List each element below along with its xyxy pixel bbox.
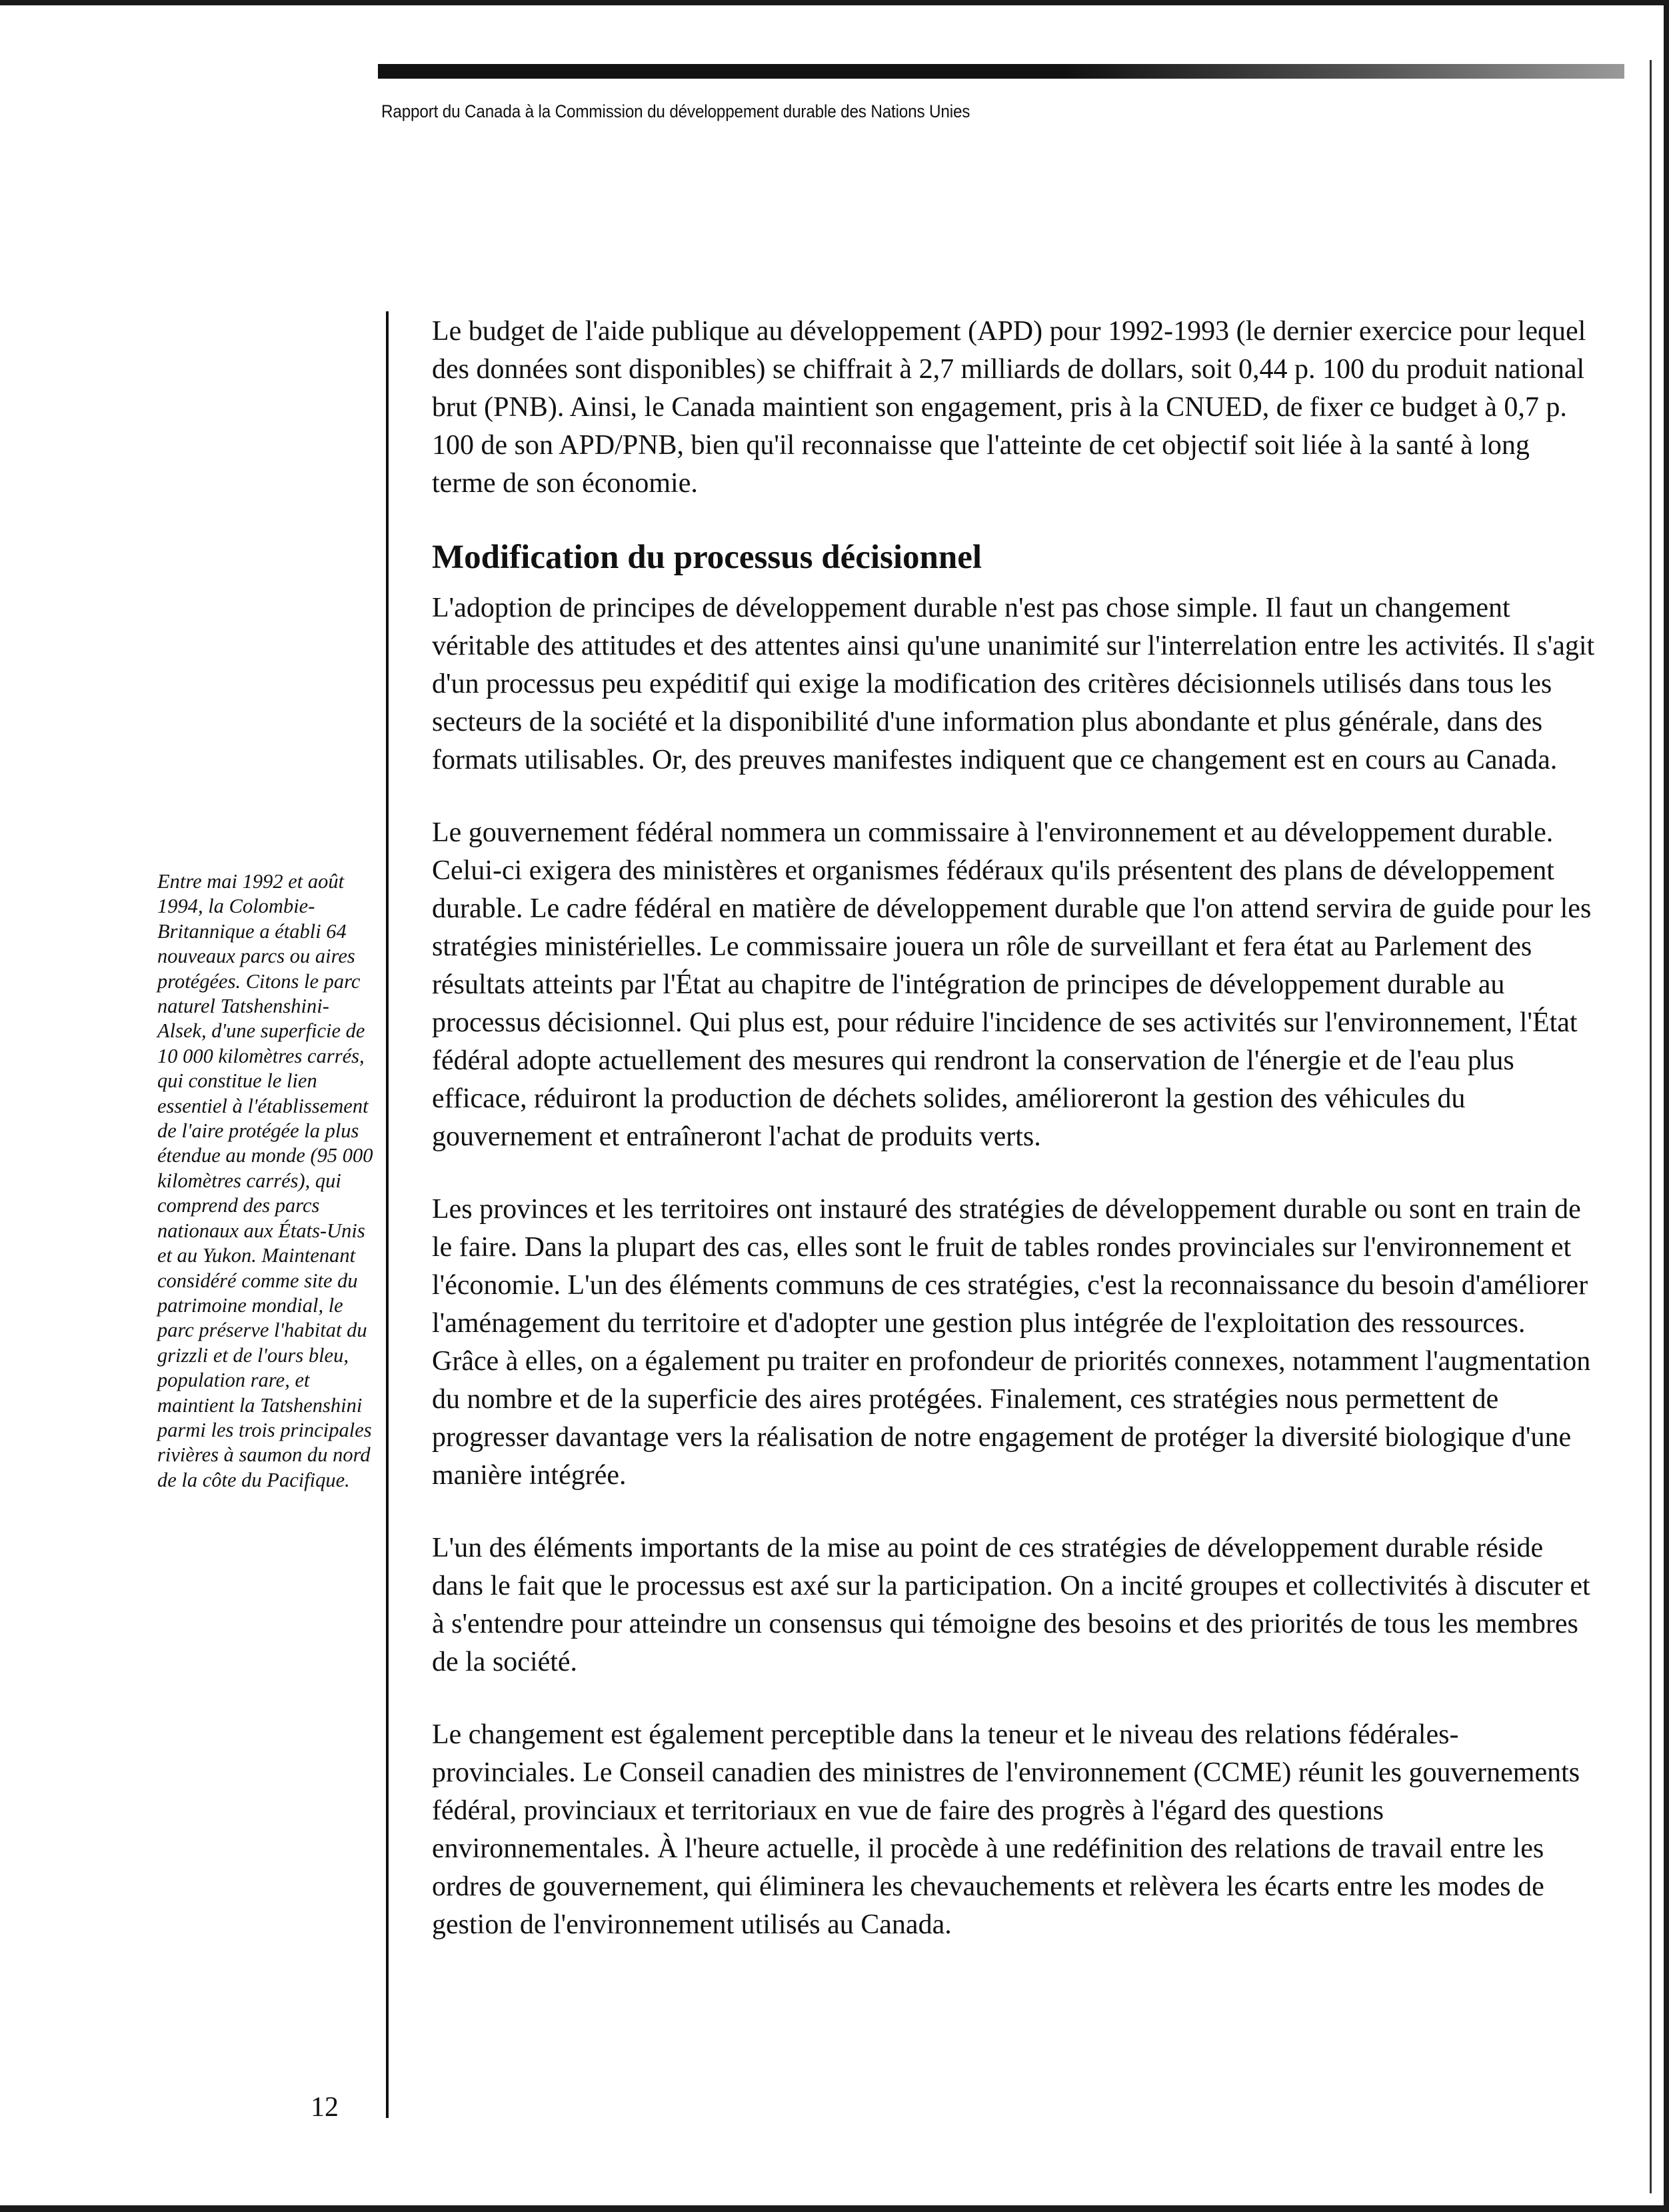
body-paragraph: Le gouvernement fédéral nommera un commissaire à l'environnement et au développement durable. Celui-ci exigera des ministères et organismes fédéraux qu'ils présentent des plans de développement durable. Le cadre fédéral en matière de développement durable que l'on attend servira de guide pour les stratégies ministérielles. Le commissaire jouera un rôle de surveillant et fera état au Parlement des résultats atteints par l'État au chapitre de l'intégration de principes de développement durable au processus décisionnel. Qui plus est, pour réduire l'incidence de ses activités sur l'environnement, l'État fédéral adopte actuellement des mesures qui rendront la conservation de l'énergie et de l'eau plus efficace, réduiront la production de déchets solides, amélioreront la gestion des véhicules du gouvernement et entraîneront l'achat de produits verts.	[432, 817, 1592, 1152]
header-rule	[378, 64, 1624, 79]
main-content	[432, 313, 1595, 1979]
page-number: 12	[311, 2092, 339, 2123]
body-paragraph: L'un des éléments importants de la mise au point de ces stratégies de développement durable réside dans le fait que le processus est axé sur la participation. On a incité groupes et collectivités à discuter et à s'entendre pour atteindre un consensus qui témoigne des besoins et des priorités de tous les membres de la société.	[432, 1533, 1590, 1677]
scan-border-right	[1664, 0, 1669, 2212]
body-paragraph: Le changement est également perceptible dans la teneur et le niveau des relations fédérales-provinciales. Le Conseil canadien des ministres de l'environnement (CCME) réunit les gouvernements fédéral, provinciaux et territoriaux en vue de faire des progrès à l'égard des questions environnementales. À l'heure actuelle, il procède à une redéfinition des relations de travail entre les ordres de gouvernement, qui éliminera les chevauchements et relèvera les écarts entre les modes de gestion de l'environnement utilisés au Canada.	[432, 1719, 1580, 1940]
scan-border-right-inner	[1650, 60, 1652, 2193]
section-heading: Modification du processus décisionnel	[432, 539, 982, 576]
intro-paragraph: Le budget de l'aide publique au développement (APD) pour 1992-1993 (le dernier exercice pour lequel des données sont disponibles) se chiffrait à 2,7 milliards de dollars, soit 0,44 p. 100 du produit national brut (PNB). Ainsi, le Canada maintient son engagement, pris à la CNUED, de fixer ce budget à 0,7 p. 100 de son APD/PNB, bien qu'il reconnaisse que l'atteinte de cet objectif soit liée à la santé à long terme de son économie.	[432, 316, 1586, 499]
body-paragraph: Les provinces et les territoires ont instauré des stratégies de développement durable ou sont en train de le faire. Dans la plupart des cas, elles sont le fruit de tables rondes provinciales sur l'environnement et l'économie. L'un des éléments communs de ces stratégies, c'est la reconnaissance du besoin d'améliorer l'aménagement du territoire et d'adopter une gestion plus intégrée de l'exploitation des ressources. Grâce à elles, on a également pu traiter en profondeur de priorités connexes, notamment l'augmentation du nombre et de la superficie des aires protégées. Finalement, ces stratégies nous permettent de progresser davantage vers la réalisation de notre engagement de protéger la diversité biologique d'une manière intégrée.	[432, 1194, 1591, 1491]
scan-border-bottom	[0, 2205, 1669, 2212]
body-paragraph: L'adoption de principes de développement durable n'est pas chose simple. Il faut un changement véritable des attitudes et des attentes ainsi qu'une unanimité sur l'interrelation entre les activités. Il s'agit d'un processus peu expéditif qui exige la modification des critères décisionnels utilisés dans tous les secteurs de la société et la disponibilité d'une information plus abondante et plus générale, dans des formats utilisables. Or, des preuves manifestes indiquent que ce changement est en cours au Canada.	[432, 593, 1595, 775]
column-divider	[386, 311, 389, 2118]
sidebar-note	[157, 869, 377, 1493]
running-header: Rapport du Canada à la Commission du développement durable des Nations Unies	[381, 101, 970, 121]
sidebar-note-text: Entre mai 1992 et août 1994, la Colombie-Britannique a établi 64 nouveaux parcs ou aires protégées. Citons le parc naturel Tatshenshini-Alsek, d'une superficie de 10 000 kilomètres carrés, qui constitue le lien essentiel à l'établissement de l'aire protégée la plus étendue au monde (95 000 kilomètres carrés), qui comprend des parcs nationaux aux États-Unis et au Yukon. Maintenant considéré comme site du patrimoine mondial, le parc préserve l'habitat du grizzli et de l'ours bleu, population rare, et maintient la Tatshenshini parmi les trois principales rivières à saumon du nord de la côte du Pacifique.	[157, 870, 373, 1491]
scan-border-top	[0, 0, 1669, 5]
